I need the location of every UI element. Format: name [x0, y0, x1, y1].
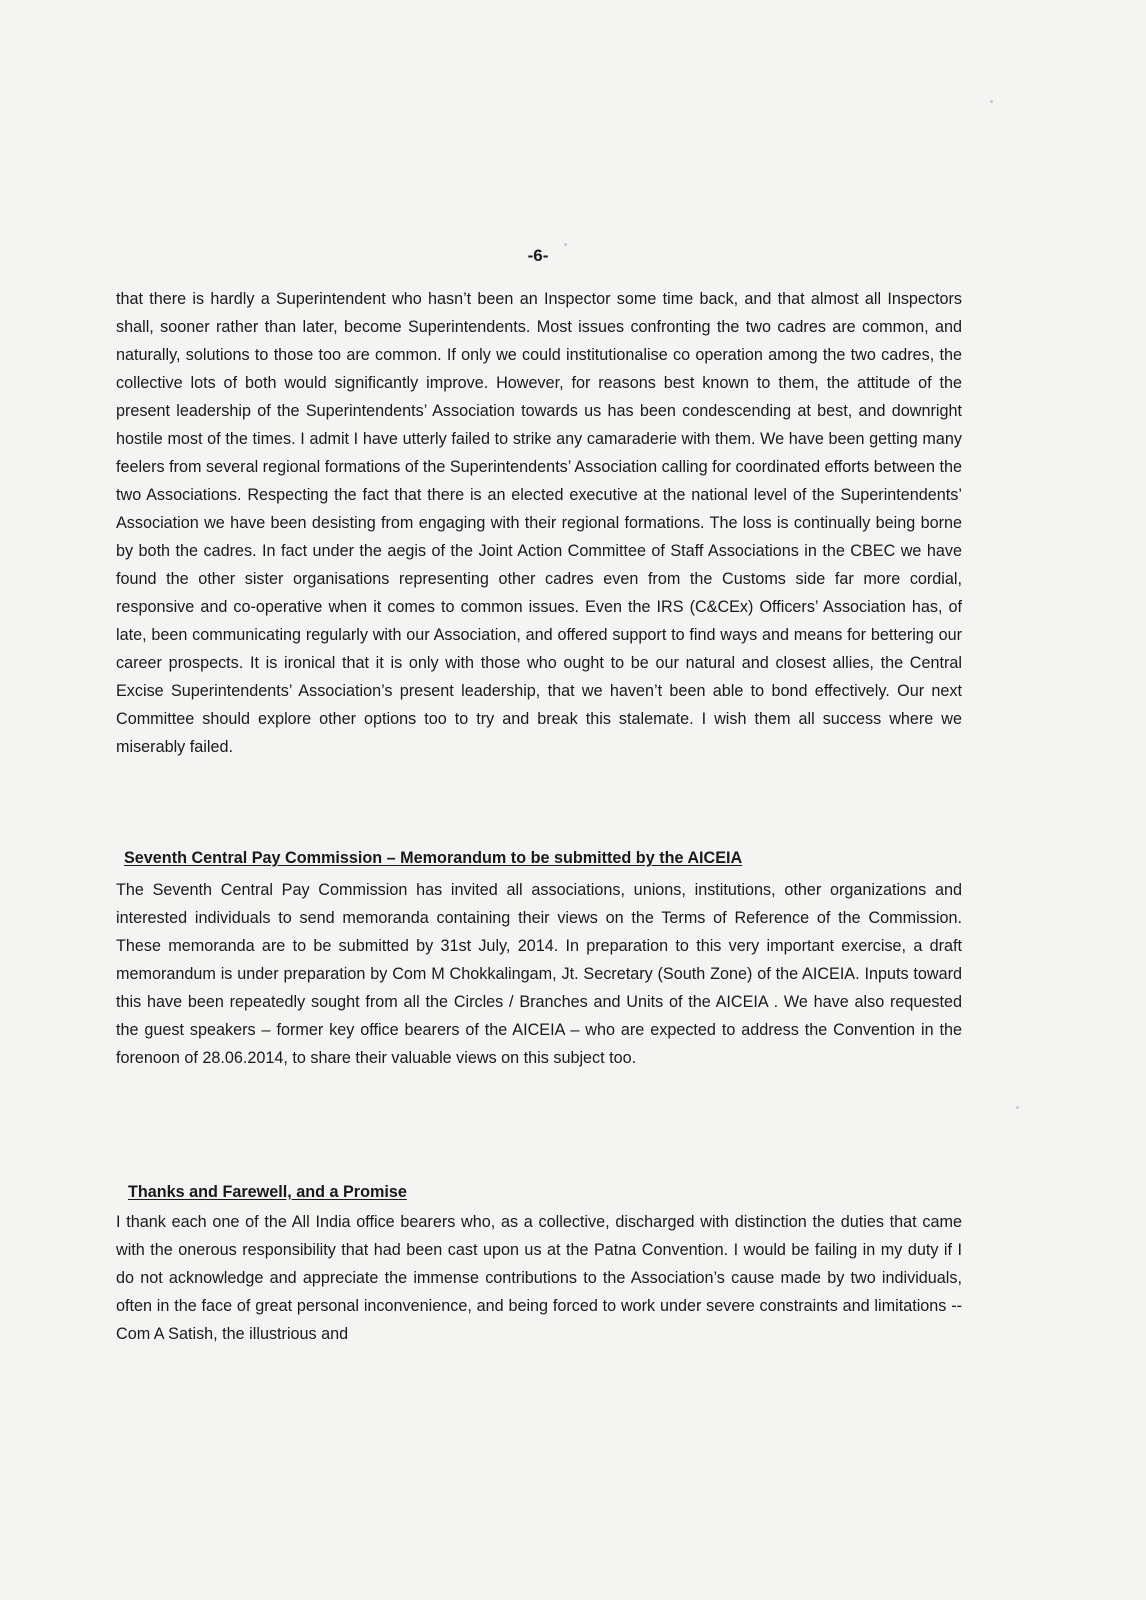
- pay-commission-heading: Seventh Central Pay Commission – Memorandum to be submitted by the AICEIA: [124, 849, 743, 867]
- scan-speck: [1016, 1106, 1019, 1109]
- pay-commission-paragraph: The Seventh Central Pay Commission has invited all associations, unions, institutions, other organizations and interested individuals to send memoranda containing their views on the Terms of Reference of the Commission. These memoranda are to be submitted by 31st July, 2014. In preparation to this very important exercise, a draft memorandum is under preparation by Com M Chokkalingam, Jt. Secretary (South Zone) of the AICEIA. Inputs toward this have been repeatedly sought from all the Circles / Branches and Units of the AICEIA . We have also requested the guest speakers – former key office bearers of the AICEIA – who are expected to address the Convention in the forenoon of 28.06.2014, to share their valuable views on this subject too.: [116, 881, 962, 1067]
- farewell-paragraph: I thank each one of the All India office bearers who, as a collective, discharged with distinction the duties that came with the onerous responsibility that had been cast upon us at the Patna Convention. I would be failing in my duty if I do not acknowledge and appreciate the immense contributions to the Association’s cause made by two individuals, often in the face of great personal inconvenience, and being forced to work under severe constraints and limitations -- Com A Satish, the illustrious and: [116, 1213, 962, 1343]
- intro-paragraph: that there is hardly a Superintendent who hasn’t been an Inspector some time back, and that almost all Inspectors shall, sooner rather than later, become Superintendents. Most issues confronting the two cadres are common, and naturally, solutions to those too are common. If only we could institutionalise co operation among the two cadres, the collective lots of both would significantly improve. However, for reasons best known to them, the attitude of the present leadership of the Superintendents’ Association towards us has been condescending at best, and downright hostile most of the times. I admit I have utterly failed to strike any camaraderie with them. We have been getting many feelers from several regional formations of the Superintendents’ Association calling for coordinated efforts between the two Associations. Respecting the fact that there is an elected executive at the national level of the Superintendents’ Association we have been desisting from engaging with their regional formations. The loss is continually being borne by both the cadres. In fact under the aegis of the Joint Action Committee of Staff Associations in the CBEC we have found the other sister organisations representing other cadres even from the Customs side far more cordial, responsive and co-operative when it comes to common issues. Even the IRS (C&CEx) Officers’ Association has, of late, been communicating regularly with our Association, and offered support to find ways and means for bettering our career prospects. It is ironical that it is only with those who ought to be our natural and closest allies, the Central Excise Superintendents’ Association’s present leadership, that we haven’t been able to bond effectively. Our next Committee should explore other options too to try and break this stalemate. I wish them all success where we miserably failed.: [116, 290, 962, 756]
- scan-speck: [990, 100, 993, 103]
- page-number: -6-: [527, 246, 549, 265]
- scan-speck: [564, 243, 567, 246]
- farewell-heading: Thanks and Farewell, and a Promise: [128, 1183, 407, 1201]
